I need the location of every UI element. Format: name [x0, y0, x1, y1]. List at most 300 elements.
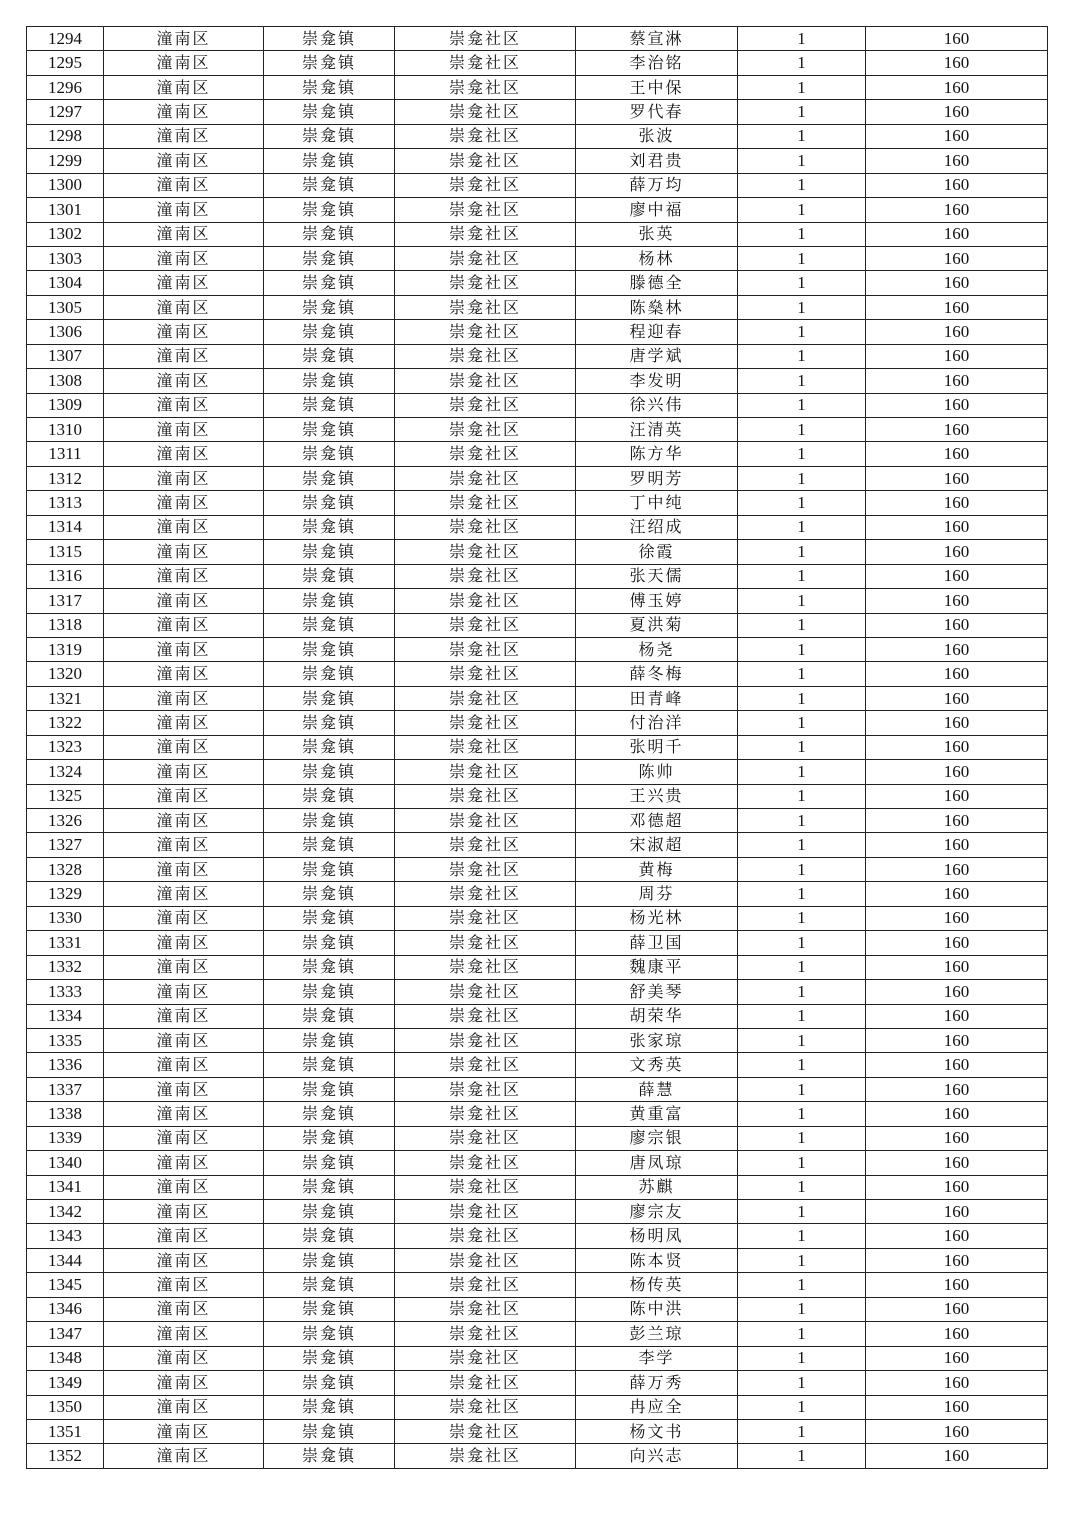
cell-row-number: 1331	[27, 931, 104, 955]
cell-district: 潼南区	[104, 882, 264, 906]
cell-town: 崇龛镇	[264, 344, 395, 368]
cell-community: 崇龛社区	[395, 369, 576, 393]
cell-count: 1	[738, 955, 866, 979]
cell-district: 潼南区	[104, 271, 264, 295]
cell-town: 崇龛镇	[264, 393, 395, 417]
cell-amount: 160	[866, 320, 1048, 344]
cell-amount: 160	[866, 466, 1048, 490]
table-row	[27, 1102, 1048, 1126]
cell-town: 崇龛镇	[264, 833, 395, 857]
cell-district: 潼南区	[104, 149, 264, 173]
cell-district: 潼南区	[104, 222, 264, 246]
table-row	[27, 1028, 1048, 1052]
cell-community: 崇龛社区	[395, 882, 576, 906]
cell-town: 崇龛镇	[264, 222, 395, 246]
cell-name: 张波	[576, 124, 738, 148]
cell-amount: 160	[866, 1028, 1048, 1052]
cell-name: 张家琼	[576, 1028, 738, 1052]
cell-district: 潼南区	[104, 711, 264, 735]
cell-count: 1	[738, 173, 866, 197]
table-row	[27, 124, 1048, 148]
cell-town: 崇龛镇	[264, 906, 395, 930]
cell-count: 1	[738, 75, 866, 99]
table-row	[27, 369, 1048, 393]
cell-count: 1	[738, 1200, 866, 1224]
table-row	[27, 515, 1048, 539]
cell-community: 崇龛社区	[395, 1028, 576, 1052]
cell-community: 崇龛社区	[395, 809, 576, 833]
cell-district: 潼南区	[104, 1419, 264, 1443]
cell-district: 潼南区	[104, 833, 264, 857]
cell-town: 崇龛镇	[264, 51, 395, 75]
cell-district: 潼南区	[104, 784, 264, 808]
cell-town: 崇龛镇	[264, 271, 395, 295]
cell-town: 崇龛镇	[264, 75, 395, 99]
cell-town: 崇龛镇	[264, 1322, 395, 1346]
cell-community: 崇龛社区	[395, 295, 576, 319]
cell-name: 冉应全	[576, 1395, 738, 1419]
cell-amount: 160	[866, 27, 1048, 51]
cell-district: 潼南区	[104, 955, 264, 979]
table-row	[27, 1395, 1048, 1419]
cell-name: 黄梅	[576, 857, 738, 881]
cell-row-number: 1299	[27, 149, 104, 173]
cell-district: 潼南区	[104, 735, 264, 759]
cell-row-number: 1321	[27, 686, 104, 710]
cell-count: 1	[738, 784, 866, 808]
table-row	[27, 1200, 1048, 1224]
cell-amount: 160	[866, 491, 1048, 515]
cell-count: 1	[738, 1273, 866, 1297]
cell-town: 崇龛镇	[264, 931, 395, 955]
cell-district: 潼南区	[104, 809, 264, 833]
cell-name: 蔡宣淋	[576, 27, 738, 51]
cell-amount: 160	[866, 686, 1048, 710]
cell-amount: 160	[866, 931, 1048, 955]
cell-community: 崇龛社区	[395, 857, 576, 881]
cell-name: 胡荣华	[576, 1004, 738, 1028]
table-row	[27, 760, 1048, 784]
cell-count: 1	[738, 711, 866, 735]
cell-name: 张天儒	[576, 564, 738, 588]
cell-amount: 160	[866, 173, 1048, 197]
cell-name: 王中保	[576, 75, 738, 99]
cell-row-number: 1310	[27, 418, 104, 442]
cell-row-number: 1309	[27, 393, 104, 417]
cell-district: 潼南区	[104, 466, 264, 490]
cell-amount: 160	[866, 295, 1048, 319]
cell-count: 1	[738, 1346, 866, 1370]
cell-community: 崇龛社区	[395, 124, 576, 148]
cell-row-number: 1343	[27, 1224, 104, 1248]
cell-count: 1	[738, 491, 866, 515]
cell-amount: 160	[866, 1419, 1048, 1443]
table-row	[27, 711, 1048, 735]
cell-row-number: 1303	[27, 246, 104, 270]
cell-town: 崇龛镇	[264, 784, 395, 808]
cell-district: 潼南区	[104, 320, 264, 344]
cell-name: 舒美琴	[576, 980, 738, 1004]
cell-count: 1	[738, 1248, 866, 1272]
table-row	[27, 173, 1048, 197]
table-row	[27, 1151, 1048, 1175]
cell-row-number: 1346	[27, 1297, 104, 1321]
cell-town: 崇龛镇	[264, 100, 395, 124]
table-row	[27, 1077, 1048, 1101]
cell-district: 潼南区	[104, 540, 264, 564]
cell-name: 杨明凤	[576, 1224, 738, 1248]
cell-district: 潼南区	[104, 1028, 264, 1052]
cell-row-number: 1305	[27, 295, 104, 319]
table-row	[27, 295, 1048, 319]
table-row	[27, 320, 1048, 344]
cell-community: 崇龛社区	[395, 173, 576, 197]
cell-name: 徐兴伟	[576, 393, 738, 417]
cell-name: 宋淑超	[576, 833, 738, 857]
cell-row-number: 1316	[27, 564, 104, 588]
cell-count: 1	[738, 906, 866, 930]
cell-row-number: 1304	[27, 271, 104, 295]
cell-community: 崇龛社区	[395, 1175, 576, 1199]
cell-town: 崇龛镇	[264, 1200, 395, 1224]
cell-district: 潼南区	[104, 980, 264, 1004]
cell-name: 李治铭	[576, 51, 738, 75]
cell-district: 潼南区	[104, 1077, 264, 1101]
cell-town: 崇龛镇	[264, 1004, 395, 1028]
cell-town: 崇龛镇	[264, 711, 395, 735]
cell-community: 崇龛社区	[395, 637, 576, 661]
cell-town: 崇龛镇	[264, 491, 395, 515]
table-row	[27, 27, 1048, 51]
cell-name: 杨光林	[576, 906, 738, 930]
table-row	[27, 442, 1048, 466]
cell-community: 崇龛社区	[395, 686, 576, 710]
cell-amount: 160	[866, 1053, 1048, 1077]
cell-district: 潼南区	[104, 173, 264, 197]
cell-count: 1	[738, 980, 866, 1004]
cell-row-number: 1302	[27, 222, 104, 246]
cell-district: 潼南区	[104, 246, 264, 270]
table-row	[27, 980, 1048, 1004]
table-row	[27, 1224, 1048, 1248]
cell-name: 薛万均	[576, 173, 738, 197]
cell-town: 崇龛镇	[264, 1273, 395, 1297]
cell-row-number: 1330	[27, 906, 104, 930]
cell-amount: 160	[866, 1273, 1048, 1297]
cell-community: 崇龛社区	[395, 906, 576, 930]
cell-count: 1	[738, 466, 866, 490]
cell-district: 潼南区	[104, 564, 264, 588]
cell-community: 崇龛社区	[395, 344, 576, 368]
cell-community: 崇龛社区	[395, 980, 576, 1004]
cell-row-number: 1345	[27, 1273, 104, 1297]
cell-town: 崇龛镇	[264, 857, 395, 881]
cell-count: 1	[738, 271, 866, 295]
cell-name: 黄重富	[576, 1102, 738, 1126]
cell-name: 罗明芳	[576, 466, 738, 490]
cell-row-number: 1294	[27, 27, 104, 51]
cell-community: 崇龛社区	[395, 540, 576, 564]
table-row	[27, 882, 1048, 906]
cell-row-number: 1350	[27, 1395, 104, 1419]
cell-row-number: 1352	[27, 1444, 104, 1468]
cell-amount: 160	[866, 51, 1048, 75]
cell-district: 潼南区	[104, 1322, 264, 1346]
cell-town: 崇龛镇	[264, 1224, 395, 1248]
cell-amount: 160	[866, 1175, 1048, 1199]
cell-amount: 160	[866, 418, 1048, 442]
table-row	[27, 955, 1048, 979]
cell-name: 陈燊林	[576, 295, 738, 319]
cell-community: 崇龛社区	[395, 1444, 576, 1468]
cell-name: 薛冬梅	[576, 662, 738, 686]
cell-row-number: 1344	[27, 1248, 104, 1272]
cell-district: 潼南区	[104, 662, 264, 686]
table-row	[27, 540, 1048, 564]
cell-count: 1	[738, 833, 866, 857]
cell-amount: 160	[866, 271, 1048, 295]
table-row	[27, 833, 1048, 857]
cell-count: 1	[738, 515, 866, 539]
cell-town: 崇龛镇	[264, 27, 395, 51]
cell-name: 廖中福	[576, 198, 738, 222]
cell-name: 陈本贤	[576, 1248, 738, 1272]
cell-town: 崇龛镇	[264, 955, 395, 979]
cell-row-number: 1332	[27, 955, 104, 979]
cell-town: 崇龛镇	[264, 1248, 395, 1272]
cell-name: 付治洋	[576, 711, 738, 735]
cell-district: 潼南区	[104, 857, 264, 881]
data-table	[26, 26, 1048, 1469]
cell-town: 崇龛镇	[264, 1419, 395, 1443]
cell-amount: 160	[866, 833, 1048, 857]
cell-name: 杨文书	[576, 1419, 738, 1443]
cell-amount: 160	[866, 564, 1048, 588]
cell-count: 1	[738, 1077, 866, 1101]
cell-district: 潼南区	[104, 613, 264, 637]
cell-town: 崇龛镇	[264, 809, 395, 833]
cell-town: 崇龛镇	[264, 613, 395, 637]
cell-community: 崇龛社区	[395, 1248, 576, 1272]
cell-name: 周芬	[576, 882, 738, 906]
cell-count: 1	[738, 1297, 866, 1321]
cell-community: 崇龛社区	[395, 1077, 576, 1101]
cell-amount: 160	[866, 1077, 1048, 1101]
cell-name: 唐凤琼	[576, 1151, 738, 1175]
cell-amount: 160	[866, 1224, 1048, 1248]
cell-name: 魏康平	[576, 955, 738, 979]
cell-community: 崇龛社区	[395, 198, 576, 222]
cell-town: 崇龛镇	[264, 1444, 395, 1468]
cell-community: 崇龛社区	[395, 589, 576, 613]
cell-name: 杨传英	[576, 1273, 738, 1297]
cell-town: 崇龛镇	[264, 149, 395, 173]
cell-district: 潼南区	[104, 124, 264, 148]
cell-name: 傅玉婷	[576, 589, 738, 613]
cell-count: 1	[738, 564, 866, 588]
cell-amount: 160	[866, 980, 1048, 1004]
cell-community: 崇龛社区	[395, 466, 576, 490]
cell-district: 潼南区	[104, 75, 264, 99]
cell-name: 程迎春	[576, 320, 738, 344]
cell-district: 潼南区	[104, 1371, 264, 1395]
cell-amount: 160	[866, 760, 1048, 784]
table-row	[27, 931, 1048, 955]
cell-district: 潼南区	[104, 393, 264, 417]
table-row	[27, 662, 1048, 686]
cell-row-number: 1351	[27, 1419, 104, 1443]
cell-district: 潼南区	[104, 1200, 264, 1224]
cell-amount: 160	[866, 1346, 1048, 1370]
cell-district: 潼南区	[104, 589, 264, 613]
table-row	[27, 1322, 1048, 1346]
cell-district: 潼南区	[104, 1151, 264, 1175]
cell-name: 文秀英	[576, 1053, 738, 1077]
table-row	[27, 418, 1048, 442]
cell-count: 1	[738, 222, 866, 246]
cell-amount: 160	[866, 662, 1048, 686]
cell-count: 1	[738, 931, 866, 955]
cell-community: 崇龛社区	[395, 491, 576, 515]
table-row	[27, 589, 1048, 613]
cell-count: 1	[738, 100, 866, 124]
cell-name: 田青峰	[576, 686, 738, 710]
cell-row-number: 1323	[27, 735, 104, 759]
cell-amount: 160	[866, 1126, 1048, 1150]
cell-amount: 160	[866, 100, 1048, 124]
cell-community: 崇龛社区	[395, 931, 576, 955]
cell-row-number: 1295	[27, 51, 104, 75]
table-row	[27, 393, 1048, 417]
cell-district: 潼南区	[104, 1395, 264, 1419]
cell-community: 崇龛社区	[395, 222, 576, 246]
cell-count: 1	[738, 198, 866, 222]
cell-row-number: 1335	[27, 1028, 104, 1052]
cell-count: 1	[738, 369, 866, 393]
cell-count: 1	[738, 540, 866, 564]
cell-community: 崇龛社区	[395, 564, 576, 588]
cell-row-number: 1307	[27, 344, 104, 368]
cell-community: 崇龛社区	[395, 246, 576, 270]
cell-row-number: 1348	[27, 1346, 104, 1370]
cell-row-number: 1342	[27, 1200, 104, 1224]
cell-row-number: 1317	[27, 589, 104, 613]
cell-town: 崇龛镇	[264, 466, 395, 490]
table-row	[27, 735, 1048, 759]
table-row	[27, 857, 1048, 881]
cell-district: 潼南区	[104, 931, 264, 955]
cell-community: 崇龛社区	[395, 393, 576, 417]
cell-town: 崇龛镇	[264, 1297, 395, 1321]
cell-amount: 160	[866, 344, 1048, 368]
cell-town: 崇龛镇	[264, 442, 395, 466]
cell-name: 徐霞	[576, 540, 738, 564]
cell-district: 潼南区	[104, 1004, 264, 1028]
cell-row-number: 1296	[27, 75, 104, 99]
cell-row-number: 1336	[27, 1053, 104, 1077]
table-row	[27, 1004, 1048, 1028]
cell-district: 潼南区	[104, 1273, 264, 1297]
cell-amount: 160	[866, 1102, 1048, 1126]
table-row	[27, 149, 1048, 173]
cell-community: 崇龛社区	[395, 955, 576, 979]
cell-row-number: 1320	[27, 662, 104, 686]
cell-community: 崇龛社区	[395, 711, 576, 735]
cell-district: 潼南区	[104, 1102, 264, 1126]
cell-amount: 160	[866, 857, 1048, 881]
cell-count: 1	[738, 344, 866, 368]
cell-amount: 160	[866, 1248, 1048, 1272]
cell-town: 崇龛镇	[264, 198, 395, 222]
cell-row-number: 1334	[27, 1004, 104, 1028]
cell-community: 崇龛社区	[395, 735, 576, 759]
cell-count: 1	[738, 1175, 866, 1199]
cell-row-number: 1298	[27, 124, 104, 148]
cell-row-number: 1313	[27, 491, 104, 515]
cell-count: 1	[738, 735, 866, 759]
cell-count: 1	[738, 882, 866, 906]
cell-count: 1	[738, 1102, 866, 1126]
cell-community: 崇龛社区	[395, 51, 576, 75]
cell-row-number: 1325	[27, 784, 104, 808]
cell-amount: 160	[866, 1151, 1048, 1175]
cell-name: 刘君贵	[576, 149, 738, 173]
cell-town: 崇龛镇	[264, 1395, 395, 1419]
cell-community: 崇龛社区	[395, 1224, 576, 1248]
cell-town: 崇龛镇	[264, 1102, 395, 1126]
cell-count: 1	[738, 149, 866, 173]
cell-amount: 160	[866, 589, 1048, 613]
table-row	[27, 246, 1048, 270]
cell-name: 李学	[576, 1346, 738, 1370]
cell-name: 彭兰琼	[576, 1322, 738, 1346]
cell-town: 崇龛镇	[264, 124, 395, 148]
cell-amount: 160	[866, 784, 1048, 808]
cell-row-number: 1319	[27, 637, 104, 661]
table-row	[27, 784, 1048, 808]
cell-district: 潼南区	[104, 1175, 264, 1199]
cell-row-number: 1328	[27, 857, 104, 881]
cell-count: 1	[738, 662, 866, 686]
cell-count: 1	[738, 1322, 866, 1346]
cell-row-number: 1322	[27, 711, 104, 735]
cell-town: 崇龛镇	[264, 882, 395, 906]
cell-amount: 160	[866, 222, 1048, 246]
cell-community: 崇龛社区	[395, 1322, 576, 1346]
cell-amount: 160	[866, 149, 1048, 173]
cell-community: 崇龛社区	[395, 1102, 576, 1126]
cell-community: 崇龛社区	[395, 760, 576, 784]
cell-amount: 160	[866, 955, 1048, 979]
cell-row-number: 1338	[27, 1102, 104, 1126]
cell-town: 崇龛镇	[264, 980, 395, 1004]
cell-community: 崇龛社区	[395, 320, 576, 344]
cell-amount: 160	[866, 1444, 1048, 1468]
cell-name: 罗代春	[576, 100, 738, 124]
cell-town: 崇龛镇	[264, 1346, 395, 1370]
cell-district: 潼南区	[104, 100, 264, 124]
cell-row-number: 1337	[27, 1077, 104, 1101]
cell-row-number: 1329	[27, 882, 104, 906]
cell-community: 崇龛社区	[395, 784, 576, 808]
cell-community: 崇龛社区	[395, 1297, 576, 1321]
cell-community: 崇龛社区	[395, 1151, 576, 1175]
cell-town: 崇龛镇	[264, 1175, 395, 1199]
cell-community: 崇龛社区	[395, 100, 576, 124]
table-row	[27, 271, 1048, 295]
table-row	[27, 1273, 1048, 1297]
cell-count: 1	[738, 124, 866, 148]
